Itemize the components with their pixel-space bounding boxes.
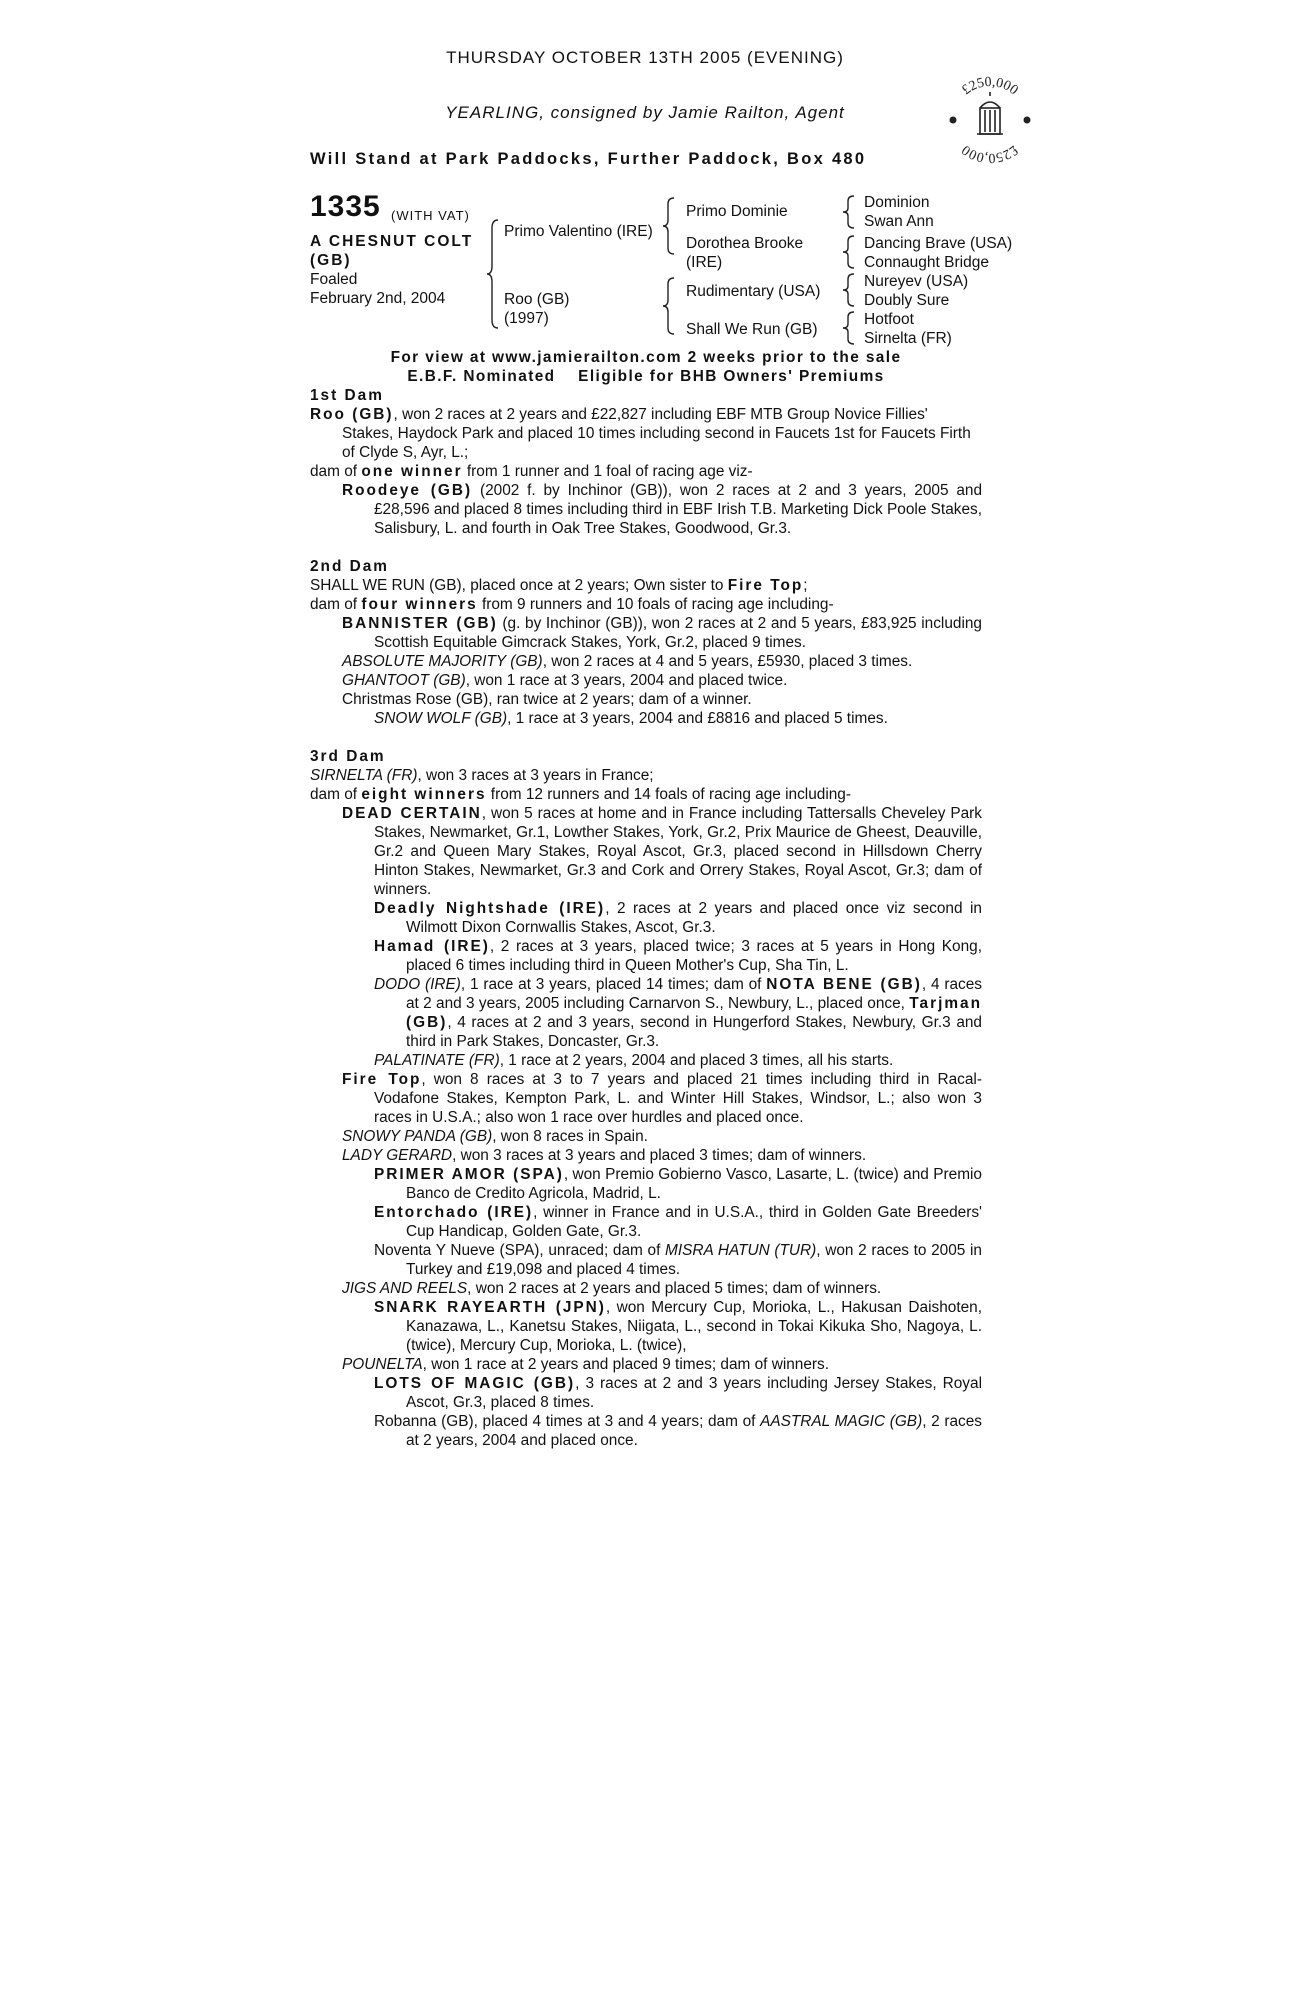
ebf-note: E.B.F. Nominated Eligible for BHB Owners' Premiums [407, 368, 885, 385]
foaled-label: Foaled [310, 271, 358, 288]
produce-palatinate: PALATINATE (FR), 1 race at 2 years, 2004 and placed 3 times, all his starts. [374, 1052, 894, 1069]
pedigree-dam-dam: Shall We Run (GB) [686, 321, 818, 338]
produce-lots-of-magic: LOTS OF MAGIC (GB), 3 races at 2 and 3 years including Jersey Stakes, Royal Ascot, Gr.3, placed 8 times. [374, 1375, 982, 1411]
produce-deadly-nightshade: Deadly Nightshade (IRE), 2 races at 2 years and placed once viz second in Wilmott Dixon Cornwallis Stakes, Ascot, Gr.3. [374, 900, 982, 936]
produce-christmas-rose: Christmas Rose (GB), ran twice at 2 years; dam of a winner. [342, 691, 752, 708]
pedigree-brace-g2 [842, 234, 856, 270]
pedigree-brace-sire [662, 196, 676, 256]
pedigree-sire-sire: Primo Dominie [686, 203, 788, 220]
pedigree-dam-sire: Rudimentary (USA) [686, 283, 821, 300]
pedigree-gg-8: Sirnelta (FR) [864, 330, 952, 347]
produce-ghantoot: GHANTOOT (GB), won 1 race at 3 years, 2004 and placed twice. [342, 672, 788, 689]
pedigree-brace-g4 [842, 310, 856, 346]
pedigree-brace-gen1 [486, 218, 500, 330]
vat-note: (WITH VAT) [391, 208, 470, 223]
tattersalls-dome-icon [977, 92, 1003, 134]
lot-description [310, 232, 473, 308]
produce-entorchado: Entorchado (IRE), winner in France and in U.S.A., third in Golden Gate Breeders' Cup Handicap, Golden Gate, Gr.3. [374, 1204, 982, 1240]
produce-snark-rayearth: SNARK RAYEARTH (JPN), won Mercury Cup, Morioka, L., Hakusan Daishoten, Kanazawa, L., Kanetsu Stakes, Niigata, L., second in Tokai Kikuka Sho, Nagoya, L. (twice), Mercury Cup, Morioka, L. (twice), [374, 1299, 983, 1354]
produce-robanna: Robanna (GB), placed 4 times at 3 and 4 years; dam of AASTRAL MAGIC (GB), 2 races at 2 years, 2004 and placed once. [374, 1413, 982, 1449]
pedigree-dam-year: (1997) [504, 310, 549, 327]
produce-primer-amor: PRIMER AMOR (SPA), won Premio Gobierno Vasco, Lasarte, L. (twice) and Premio Banco de Credito Agricola, Madrid, L. [374, 1166, 982, 1202]
produce-jigs-and-reels: JIGS AND REELS, won 2 races at 2 years and placed 5 times; dam of winners. [342, 1280, 882, 1297]
pedigree-sire: Primo Valentino (IRE) [504, 223, 653, 240]
second-dam-entry: SHALL WE RUN (GB), placed once at 2 years; Own sister to Fire Top; [310, 577, 808, 594]
horse-description: A CHESNUT COLT [310, 233, 474, 250]
third-dam-heading: 3rd Dam [310, 748, 386, 765]
horse-origin: (GB) [310, 252, 352, 269]
produce-absolute-majority: ABSOLUTE MAJORITY (GB), won 2 races at 4 and 5 years, £5930, placed 3 times. [342, 653, 913, 670]
svg-text:£250,000 [959, 142, 1020, 165]
stand-location: Will Stand at Park Paddocks, Further Paddock, Box 480 [310, 150, 867, 168]
seal-text-bottom: £250,000 [959, 141, 1021, 166]
produce-noventa-y-nueve: Noventa Y Nueve (SPA), unraced; dam of MISRA HATUN (TUR), won 2 races to 2005 in Turkey and £19,098 and placed 4 times. [374, 1242, 982, 1278]
produce-dodo: DODO (IRE), 1 race at 3 years, placed 14 times; dam of NOTA BENE (GB), 4 races at 2 and 3 years, 2005 including Carnarvon S., Newbury, L., placed once, Tarjman (GB), 4 races at 2 and 3 years, second in Hungerford Stakes, Newbury, Gr.3 and third in Park Stakes, Doncaster, Gr.3. [374, 976, 982, 1050]
pedigree-gg-3: Dancing Brave (USA) [864, 235, 1013, 252]
third-dam-produce-summary: dam of eight winners from 12 runners and 14 foals of racing age including- [310, 786, 851, 803]
catalogue-body [310, 348, 982, 1450]
third-dam-entry: SIRNELTA (FR), won 3 races at 3 years in France; [310, 767, 654, 784]
produce-snow-wolf: SNOW WOLF (GB), 1 race at 3 years, 2004 and £8816 and placed 5 times. [374, 710, 888, 727]
first-dam-heading: 1st Dam [310, 387, 384, 404]
second-dam-produce-summary: dam of four winners from 9 runners and 10 foals of racing age including- [310, 596, 834, 613]
pedigree-brace-dam [662, 276, 676, 336]
produce-pounelta: POUNELTA, won 1 race at 2 years and placed 9 times; dam of winners. [342, 1356, 830, 1373]
price-seal [942, 72, 1038, 168]
produce-roodeye: Roodeye (GB) (2002 f. by Inchinor (GB)), won 2 races at 2 and 3 years, 2005 and £28,596 and placed 8 times including third in EBF Irish T.B. Marketing Dick Poole Stakes, Salisbury, L. and fourth in Oak Tree Stakes, Goodwood, Gr.3. [342, 482, 983, 537]
first-dam-produce-summary: dam of one winner from 1 runner and 1 foal of racing age viz- [310, 463, 753, 480]
pedigree-gg-5: Nureyev (USA) [864, 273, 969, 290]
second-dam-heading: 2nd Dam [310, 558, 389, 575]
consignment-line: YEARLING, consigned by Jamie Railton, Agent [445, 103, 845, 122]
pedigree-sire-dam-country: (IRE) [686, 254, 723, 271]
pedigree-brace-g3 [842, 272, 856, 308]
pedigree-brace-g1 [842, 194, 856, 230]
produce-lady-gerard: LADY GERARD, won 3 races at 3 years and placed 3 times; dam of winners. [342, 1147, 867, 1164]
pedigree-dam: Roo (GB) [504, 291, 570, 308]
foaled-date: February 2nd, 2004 [310, 290, 446, 307]
pedigree-gg-7: Hotfoot [864, 311, 914, 328]
viewing-note: For view at www.jamierailton.com 2 weeks prior to the sale [390, 349, 902, 366]
sale-date-heading: THURSDAY OCTOBER 13TH 2005 (EVENING) [446, 48, 844, 67]
seal-text-top: £250,000 [959, 74, 1021, 99]
pedigree-gg-1: Dominion [864, 194, 930, 211]
produce-dead-certain: DEAD CERTAIN, won 5 races at home and in France including Tattersalls Cheveley Park Stakes, Newmarket, Gr.1, Lowther Stakes, York, Gr.2, Prix Maurice de Gheest, Deauville, Gr.2 and Queen Mary Stakes, Royal Ascot, Gr.3, placed second in Hillsdown Cherry Hinton Stakes, Newmarket, Gr.3 and Cork and Orrery Stakes, Royal Ascot, Gr.3; dam of winners. [342, 805, 982, 898]
pedigree-gg-6: Doubly Sure [864, 292, 950, 309]
pedigree-gg-2: Swan Ann [864, 213, 934, 230]
lot-number: 1335 [310, 190, 381, 223]
pedigree-sire-dam: Dorothea Brooke [686, 235, 804, 252]
first-dam-entry: Roo (GB), won 2 races at 2 years and £22,827 including EBF MTB Group Novice Fillies' Stakes, Haydock Park and placed 10 times including second in Faucets 1st for Faucets Firth of Clyde S, Ayr, L.; [310, 406, 971, 461]
produce-fire-top: Fire Top, won 8 races at 3 to 7 years and placed 21 times including third in Racal-Vodafone Stakes, Kempton Park, L. and Winter Hill Stakes, Windsor, L.; also won 3 races in U.S.A.; also won 1 race over hurdles and placed once. [342, 1071, 982, 1126]
produce-bannister: BANNISTER (GB) (g. by Inchinor (GB)), won 2 races at 2 and 5 years, £83,925 including Scottish Equitable Gimcrack Stakes, York, Gr.2, placed 9 times. [342, 615, 982, 651]
produce-hamad: Hamad (IRE), 2 races at 3 years, placed twice; 3 races at 5 years in Hong Kong, placed 6 times including third in Queen Mother's Cup, Sha Tin, L. [374, 938, 982, 974]
pedigree-gg-4: Connaught Bridge [864, 254, 989, 271]
produce-snowy-panda: SNOWY PANDA (GB), won 8 races in Spain. [342, 1128, 648, 1145]
